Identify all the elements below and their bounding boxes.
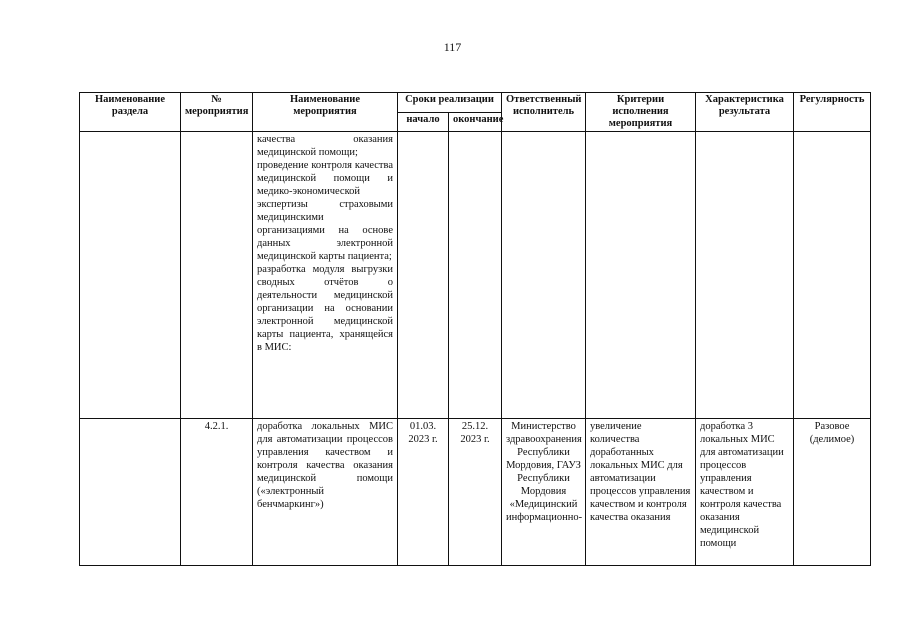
cell-executor: Министерство здравоохранения Республики Мордовия, ГАУЗ Республики Мордовия «Медицинский информационно- <box>502 419 586 566</box>
cell-number: 4.2.1. <box>181 419 253 566</box>
header-end: окончание <box>449 112 502 132</box>
cell-criteria: увеличение количества доработанных локальных МИС для автоматизации процессов управления качеством и контроля качества оказания <box>586 419 696 566</box>
cell-section <box>80 419 181 566</box>
header-start: начало <box>398 112 449 132</box>
measures-table <box>79 92 871 566</box>
cell-result: доработка 3 локальных МИС для автоматизации процессов управления качеством и контроля качества оказания медицинской помощи <box>696 419 794 566</box>
cell-regularity <box>794 132 871 419</box>
cell-end <box>449 132 502 419</box>
cell-executor <box>502 132 586 419</box>
table-row <box>80 132 871 419</box>
cell-section <box>80 132 181 419</box>
cell-result <box>696 132 794 419</box>
cell-name: доработка локальных МИС для автоматизации процессов управления качеством и контроля качества оказания медицинской помощи («электронный бенчмаркинг») <box>253 419 398 566</box>
cell-start: 01.03. 2023 г. <box>398 419 449 566</box>
cell-criteria <box>586 132 696 419</box>
cell-regularity: Разовое (делимое) <box>794 419 871 566</box>
header-criteria: Критерии исполнения мероприятия <box>586 93 696 132</box>
header-row <box>80 93 871 113</box>
table-row <box>80 419 871 566</box>
header-number: № мероприятия <box>181 93 253 132</box>
cell-start <box>398 132 449 419</box>
header-terms: Сроки реализации <box>398 93 502 113</box>
header-name: Наименование мероприятия <box>253 93 398 132</box>
cell-name: качества оказания медицинской помощи; проведение контроля качества медицинской помощи и медико-экономической экспертизы страховыми медицинскими организациями на основе данных электронной медицинской карты пациента; разработка модуля выгрузки сводных отчётов о деятельности медицинской организации на основании электронной медицинской карты пациента, хранящейся в МИС: <box>253 132 398 419</box>
page-number: 117 <box>443 40 462 54</box>
cell-end: 25.12. 2023 г. <box>449 419 502 566</box>
header-section: Наименование раздела <box>80 93 181 132</box>
header-result: Характеристика результата <box>696 93 794 132</box>
header-executor: Ответственный исполнитель <box>502 93 586 132</box>
header-regularity: Регулярность <box>794 93 871 132</box>
cell-number <box>181 132 253 419</box>
